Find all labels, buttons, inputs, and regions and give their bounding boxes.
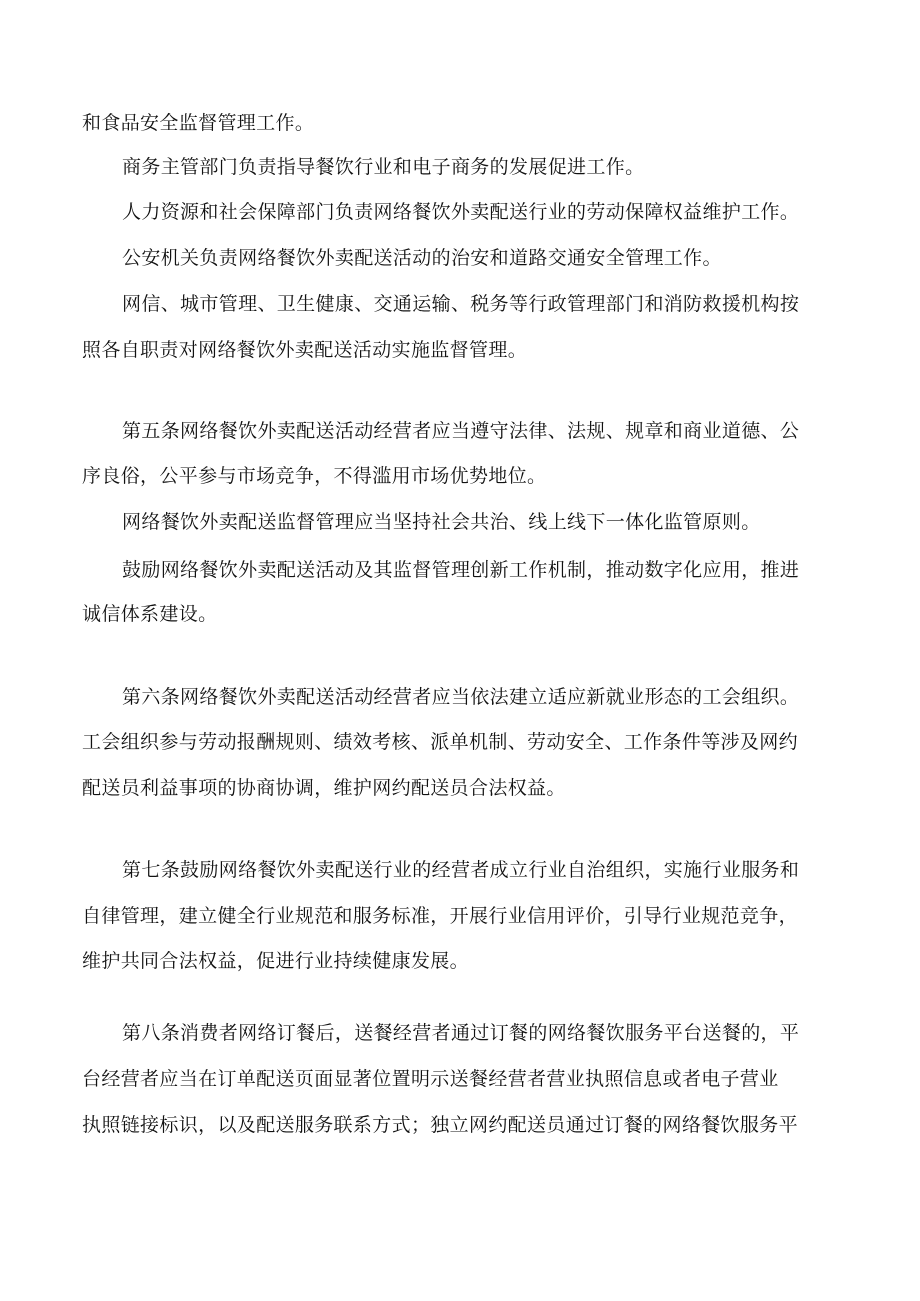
text-line-19: 台经营者应当在订单配送页面显著位置明示送餐经营者营业执照信息或者电子营业 bbox=[82, 1068, 779, 1090]
text-line-2: 商务主管部门负责指导餐饮行业和电子商务的发展促进工作。 bbox=[122, 156, 645, 178]
text-line-8: 序良俗，公平参与市场竞争，不得滥用市场优势地位。 bbox=[82, 465, 547, 487]
text-line-10: 鼓励网络餐饮外卖配送活动及其监督管理创新工作机制，推动数字化应用，推进 bbox=[122, 559, 800, 581]
text-line-14: 配送员利益事项的协商协调，维护网约配送员合法权益。 bbox=[82, 777, 566, 799]
text-line-11: 诚信体系建设。 bbox=[82, 603, 218, 625]
text-line-5: 网信、城市管理、卫生健康、交通运输、税务等行政管理部门和消防救援机构按 bbox=[122, 293, 800, 315]
text-line-4: 公安机关负责网络餐饮外卖配送活动的治安和道路交通安全管理工作。 bbox=[122, 247, 722, 269]
text-line-3: 人力资源和社会保障部门负责网络餐饮外卖配送行业的劳动保障权益维护工作。 bbox=[122, 201, 800, 223]
text-line-7: 第五条网络餐饮外卖配送活动经营者应当遵守法律、法规、规章和商业道德、公 bbox=[122, 420, 800, 442]
text-line-12: 第六条网络餐饮外卖配送活动经营者应当依法建立适应新就业形态的工会组织。 bbox=[122, 686, 800, 708]
text-line-6: 照各自职责对网络餐饮外卖配送活动实施监督管理。 bbox=[82, 339, 528, 361]
text-line-18: 第八条消费者网络订餐后，送餐经营者通过订餐的网络餐饮服务平台送餐的，平 bbox=[122, 1022, 800, 1044]
text-line-17: 维护共同合法权益，促进行业持续健康发展。 bbox=[82, 950, 470, 972]
text-line-20: 执照链接标识，以及配送服务联系方式；独立网约配送员通过订餐的网络餐饮服务平 bbox=[82, 1114, 798, 1136]
text-line-13: 工会组织参与劳动报酬规则、绩效考核、派单机制、劳动安全、工作条件等涉及网约 bbox=[82, 731, 798, 753]
text-line-1: 和食品安全监督管理工作。 bbox=[82, 112, 315, 134]
text-line-15: 第七条鼓励网络餐饮外卖配送行业的经营者成立行业自治组织，实施行业服务和 bbox=[122, 859, 800, 881]
text-line-9: 网络餐饮外卖配送监督管理应当坚持社会共治、线上线下一体化监管原则。 bbox=[122, 511, 761, 533]
text-line-16: 自律管理，建立健全行业规范和服务标准，开展行业信用评价，引导行业规范竞争， bbox=[82, 905, 798, 927]
